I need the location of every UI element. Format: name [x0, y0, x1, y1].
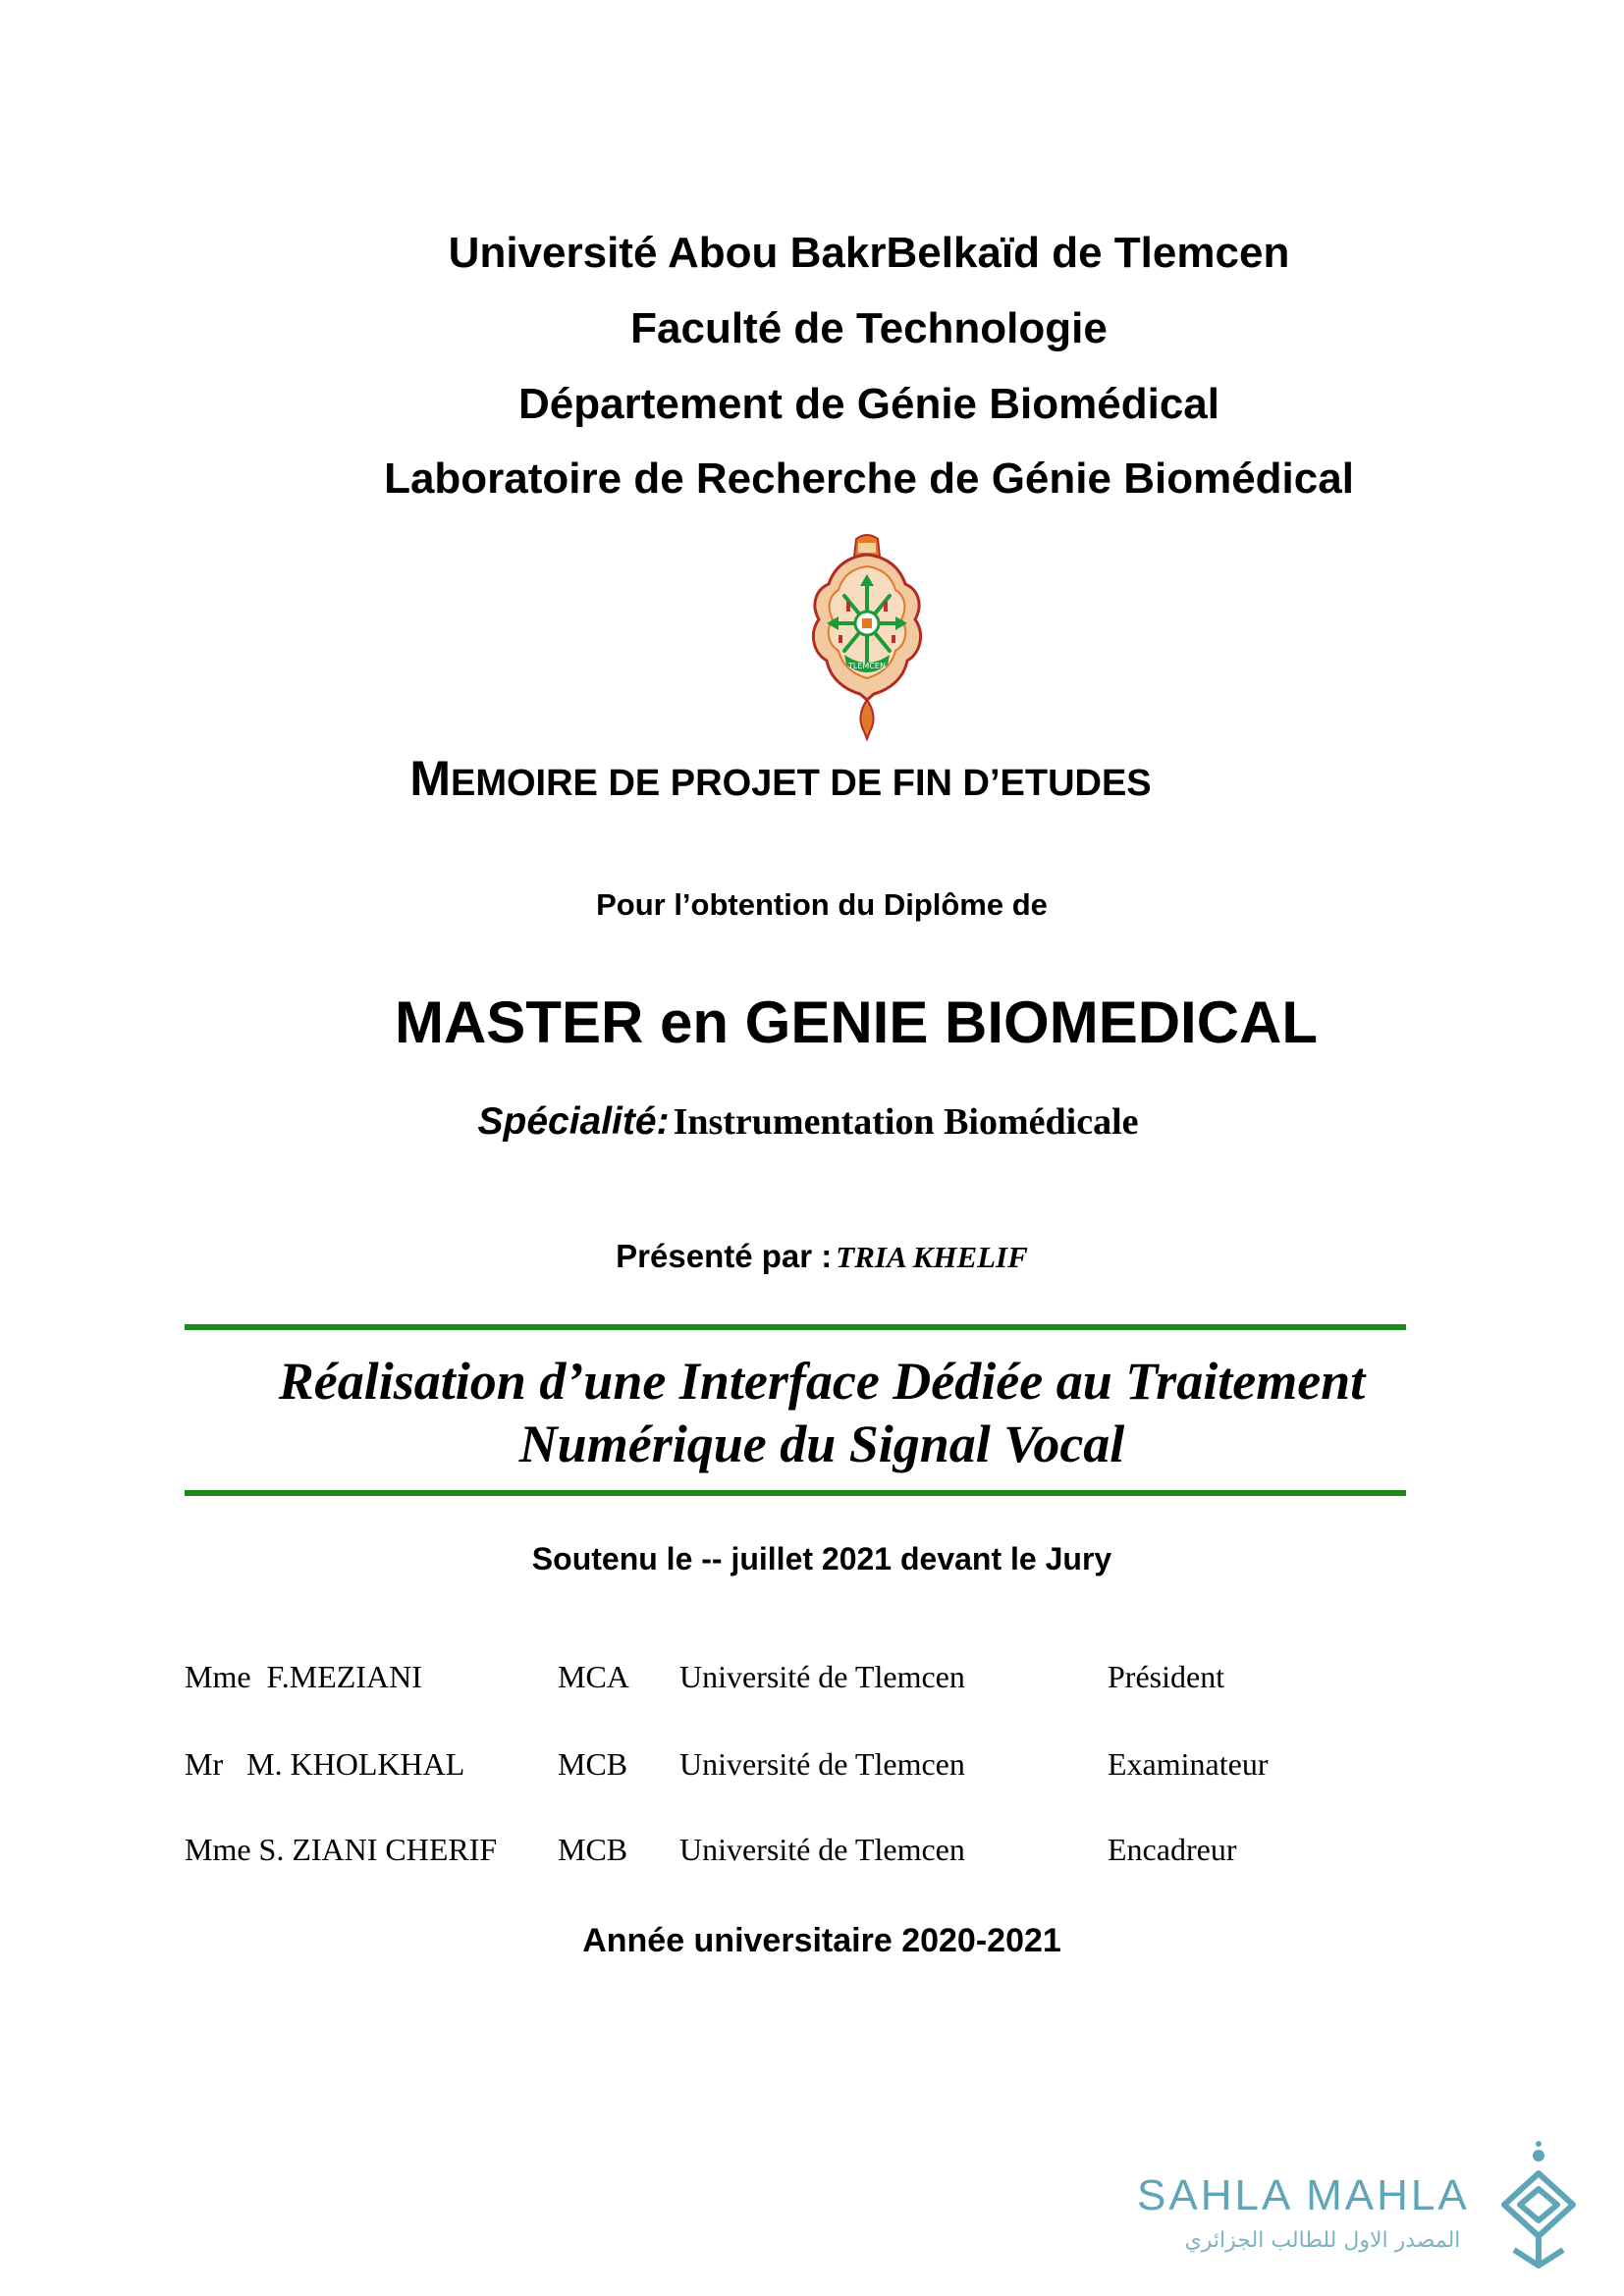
department-name: Département de Génie Biomédical	[518, 380, 1219, 428]
diploma-intro: Pour l’obtention du Diplôme de	[596, 887, 1048, 922]
defense-date: Soutenu le -- juillet 2021 devant le Jury	[531, 1541, 1112, 1576]
jury-institution: Université de Tlemcen	[679, 1746, 965, 1782]
degree-title: MASTER en GENIE BIOMEDICAL	[394, 989, 1319, 1055]
jury-name: Mme F.MEZIANI	[185, 1659, 422, 1694]
specialty-line	[0, 1100, 1620, 1144]
presented-by-line	[10, 1238, 1624, 1275]
specialty-value: Instrumentation Biomédicale	[673, 1101, 1139, 1143]
memoire-initial: M	[409, 751, 451, 806]
faculty-name: Faculté de Technologie	[630, 304, 1108, 352]
title-rule-top	[185, 1324, 1406, 1330]
memoire-rest: EMOIRE DE PROJET DE FIN D’ETUDES	[451, 763, 1152, 804]
jury-institution: Université de Tlemcen	[679, 1659, 965, 1694]
academic-year: Année universitaire 2020-2021	[582, 1922, 1061, 1959]
jury-row	[0, 1746, 1624, 1789]
memoire-heading	[0, 750, 1593, 807]
jury-role: Président	[1108, 1659, 1225, 1694]
jury-institution: Université de Tlemcen	[679, 1832, 965, 1867]
svg-text:TLEMCEN: TLEMCEN	[848, 662, 886, 670]
watermark-tagline: المصدر الاول للطالب الجزائري	[1184, 2228, 1461, 2253]
jury-row	[0, 1832, 1624, 1875]
presented-by-label: Présenté par :	[616, 1238, 833, 1274]
jury-name: Mme S. ZIANI CHERIF	[185, 1832, 498, 1867]
jury-grade: MCA	[558, 1659, 629, 1694]
university-name: Université Abou BakrBelkaïd de Tlemcen	[448, 229, 1290, 277]
jury-name: Mr M. KHOLKHAL	[185, 1746, 465, 1782]
jury-grade: MCB	[558, 1746, 628, 1782]
jury-role: Encadreur	[1108, 1832, 1237, 1867]
jury-role: Examinateur	[1108, 1746, 1269, 1782]
author-name: TRIA KHELIF	[836, 1240, 1028, 1274]
university-emblem-logo	[809, 533, 925, 741]
jury-row	[0, 1659, 1624, 1702]
watermark-brand: SAHLA MAHLA	[1137, 2171, 1470, 2219]
thesis-title-line-1: Réalisation d’une Interface Dédiée au Traitement	[278, 1352, 1366, 1411]
jury-grade: MCB	[558, 1832, 628, 1867]
specialty-label: Spécialité:	[477, 1100, 670, 1143]
laboratory-name: Laboratoire de Recherche de Génie Biomédical	[384, 454, 1354, 503]
thesis-title-line-2: Numérique du Signal Vocal	[518, 1415, 1125, 1473]
watermark-logo-icon	[1485, 2140, 1593, 2273]
title-rule-bottom	[185, 1490, 1406, 1496]
